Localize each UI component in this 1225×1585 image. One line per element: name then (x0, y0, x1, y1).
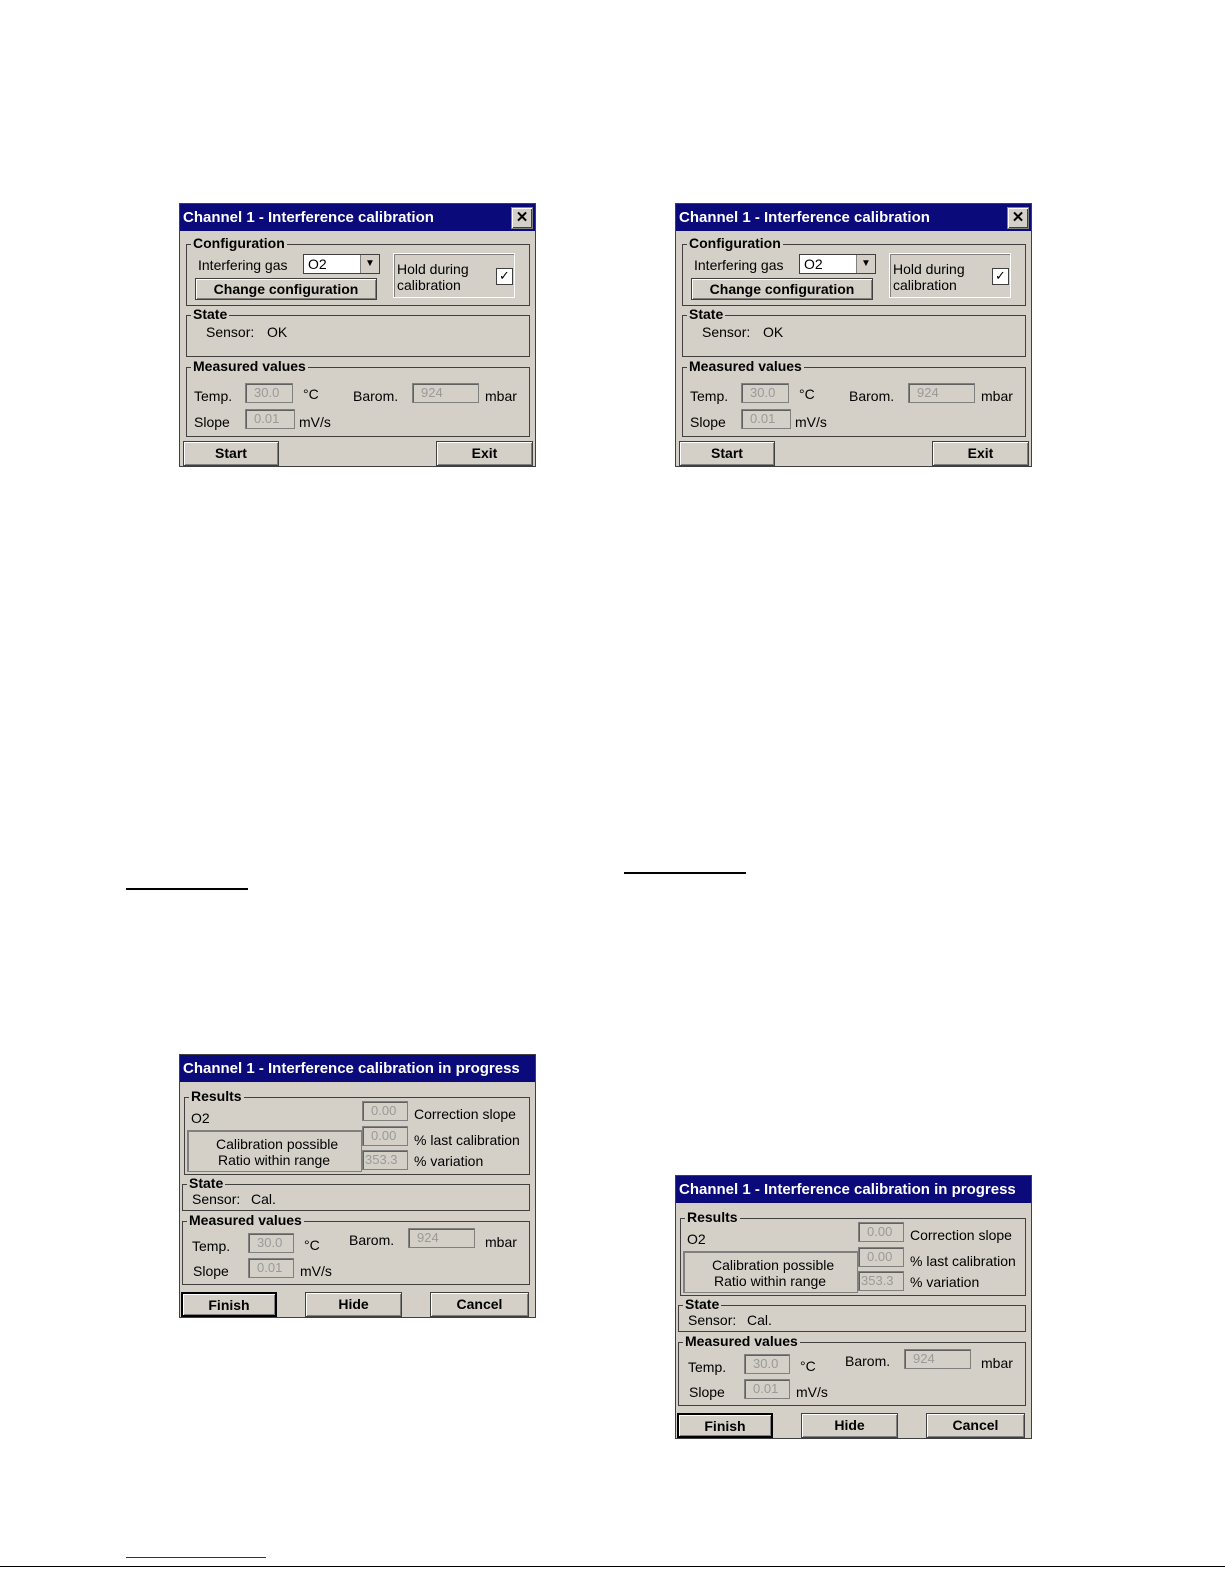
interfering-gas-dropdown[interactable] (799, 254, 876, 274)
hold-label-line1: Hold during (893, 261, 965, 277)
underline-rule-left (126, 888, 248, 890)
sensor-label: Sensor: (688, 1312, 737, 1328)
temp-unit: °C (304, 1237, 320, 1253)
calibration-progress-dialog-2 (675, 1175, 1032, 1439)
dialog-title: Channel 1 - Interference calibration in progress (679, 1181, 1016, 1198)
measured-values-legend: Measured values (189, 1212, 302, 1228)
hide-button[interactable]: Hide (305, 1292, 402, 1317)
cancel-button[interactable]: Cancel (430, 1292, 529, 1317)
slope-unit: mV/s (796, 1384, 828, 1400)
status-line2: Ratio within range (714, 1273, 827, 1289)
last-calibration-label: % last calibration (414, 1132, 520, 1148)
dialog-title: Channel 1 - Interference calibration (679, 209, 930, 226)
finish-button[interactable]: Finish (677, 1413, 773, 1438)
state-legend: State (193, 306, 228, 322)
footer-separator (0, 1566, 1225, 1567)
start-button[interactable]: Start (679, 441, 775, 466)
state-legend: State (689, 306, 724, 322)
temp-field: 30.0 (741, 383, 789, 403)
last-calibration-field: 0.00 (858, 1247, 904, 1267)
results-legend: Results (191, 1088, 242, 1104)
hold-label-line2: calibration (893, 277, 957, 293)
last-calibration-field: 0.00 (362, 1126, 408, 1146)
configuration-legend: Configuration (193, 235, 285, 251)
temp-field: 30.0 (744, 1354, 790, 1374)
state-legend: State (685, 1296, 720, 1312)
correction-slope-label: Correction slope (414, 1106, 516, 1122)
temp-field: 30.0 (245, 383, 293, 403)
configuration-group (682, 235, 1026, 306)
correction-slope-field: 0.00 (858, 1222, 904, 1242)
temp-label: Temp. (690, 388, 729, 404)
hold-checkbox[interactable]: ✓ (496, 268, 513, 285)
close-icon[interactable]: ✕ (511, 207, 533, 229)
hold-label-line1: Hold during (397, 261, 469, 277)
temp-unit: °C (303, 386, 319, 402)
variation-label: % variation (414, 1153, 484, 1169)
correction-slope-label: Correction slope (910, 1227, 1012, 1243)
interfering-gas-dropdown[interactable] (303, 254, 380, 274)
slope-unit: mV/s (795, 414, 827, 430)
results-group (680, 1209, 1026, 1296)
calibration-dialog-2 (675, 203, 1032, 467)
status-line1: Calibration possible (216, 1136, 339, 1152)
barom-unit: mbar (485, 388, 517, 404)
sensor-value: Cal. (251, 1191, 276, 1207)
barom-field: 924 (908, 383, 975, 403)
results-group (184, 1088, 530, 1175)
state-group (182, 1175, 530, 1211)
barom-unit: mbar (485, 1234, 517, 1250)
slope-field: 0.01 (245, 409, 295, 429)
slope-field: 0.01 (248, 1258, 294, 1278)
variation-field: 353.3 (858, 1271, 904, 1291)
sensor-label: Sensor: (206, 324, 255, 340)
results-gas: O2 (191, 1110, 210, 1126)
interfering-gas-label: Interfering gas (198, 257, 288, 273)
barom-unit: mbar (981, 1355, 1013, 1371)
sensor-label: Sensor: (192, 1191, 241, 1207)
interfering-gas-value: O2 (308, 256, 327, 272)
results-legend: Results (687, 1209, 738, 1225)
measured-values-group (682, 358, 1026, 437)
temp-label: Temp. (688, 1359, 727, 1375)
temp-field: 30.0 (248, 1233, 294, 1253)
interfering-gas-label: Interfering gas (694, 257, 784, 273)
dialog-title: Channel 1 - Interference calibration in progress (183, 1060, 520, 1077)
last-calibration-label: % last calibration (910, 1253, 1016, 1269)
measured-values-group (182, 1212, 530, 1285)
barom-label: Barom. (849, 388, 895, 404)
state-group (186, 306, 530, 357)
temp-unit: °C (799, 386, 815, 402)
slope-label: Slope (193, 1263, 229, 1279)
slope-label: Slope (194, 414, 230, 430)
change-configuration-button[interactable]: Change configuration (195, 278, 377, 300)
hold-during-calibration-panel (889, 253, 1011, 298)
results-gas: O2 (687, 1231, 706, 1247)
dialog-titlebar (676, 1176, 1031, 1203)
barom-label: Barom. (349, 1232, 395, 1248)
configuration-group (186, 235, 530, 306)
measured-values-legend: Measured values (193, 358, 306, 374)
variation-label: % variation (910, 1274, 980, 1290)
barom-unit: mbar (981, 388, 1013, 404)
state-group (678, 1296, 1026, 1332)
footer-link-underline (126, 1557, 266, 1558)
calibration-dialog-1 (179, 203, 536, 467)
close-icon[interactable]: ✕ (1007, 207, 1029, 229)
slope-unit: mV/s (300, 1263, 332, 1279)
exit-button[interactable]: Exit (932, 441, 1029, 466)
variation-field: 353.3 (362, 1150, 408, 1170)
measured-values-legend: Measured values (689, 358, 802, 374)
state-legend: State (189, 1175, 224, 1191)
hold-during-calibration-panel (393, 253, 515, 298)
hold-label-line2: calibration (397, 277, 461, 293)
barom-field: 924 (412, 383, 479, 403)
slope-field: 0.01 (744, 1379, 790, 1399)
correction-slope-field: 0.00 (362, 1101, 408, 1121)
sensor-value: Cal. (747, 1312, 772, 1328)
results-status-panel (683, 1251, 858, 1293)
results-status-panel (187, 1130, 362, 1172)
barom-label: Barom. (353, 388, 399, 404)
calibration-progress-dialog-1 (179, 1054, 536, 1318)
exit-button[interactable]: Exit (436, 441, 533, 466)
dialog-titlebar (180, 1055, 535, 1082)
underline-rule-right (624, 872, 746, 874)
status-line1: Calibration possible (712, 1257, 835, 1273)
start-button[interactable]: Start (183, 441, 279, 466)
finish-button[interactable]: Finish (181, 1292, 277, 1317)
dialog-title: Channel 1 - Interference calibration (183, 209, 434, 226)
configuration-legend: Configuration (689, 235, 781, 251)
slope-label: Slope (690, 414, 726, 430)
chevron-down-icon[interactable]: ▼ (360, 255, 379, 273)
slope-field: 0.01 (741, 409, 791, 429)
barom-field: 924 (408, 1228, 475, 1248)
hide-button[interactable]: Hide (801, 1413, 898, 1438)
measured-values-legend: Measured values (685, 1333, 798, 1349)
slope-label: Slope (689, 1384, 725, 1400)
interfering-gas-value: O2 (804, 256, 823, 272)
sensor-value: OK (763, 324, 784, 340)
change-configuration-button[interactable]: Change configuration (691, 278, 873, 300)
sensor-value: OK (267, 324, 288, 340)
temp-unit: °C (800, 1358, 816, 1374)
chevron-down-icon[interactable]: ▼ (856, 255, 875, 273)
hold-checkbox[interactable]: ✓ (992, 268, 1009, 285)
dialog-titlebar (676, 204, 1031, 231)
cancel-button[interactable]: Cancel (926, 1413, 1025, 1438)
measured-values-group (678, 1333, 1026, 1406)
barom-field: 924 (904, 1349, 971, 1369)
slope-unit: mV/s (299, 414, 331, 430)
dialog-titlebar (180, 204, 535, 231)
status-line2: Ratio within range (218, 1152, 331, 1168)
measured-values-group (186, 358, 530, 437)
temp-label: Temp. (192, 1238, 231, 1254)
state-group (682, 306, 1026, 357)
sensor-label: Sensor: (702, 324, 751, 340)
barom-label: Barom. (845, 1353, 891, 1369)
temp-label: Temp. (194, 388, 233, 404)
